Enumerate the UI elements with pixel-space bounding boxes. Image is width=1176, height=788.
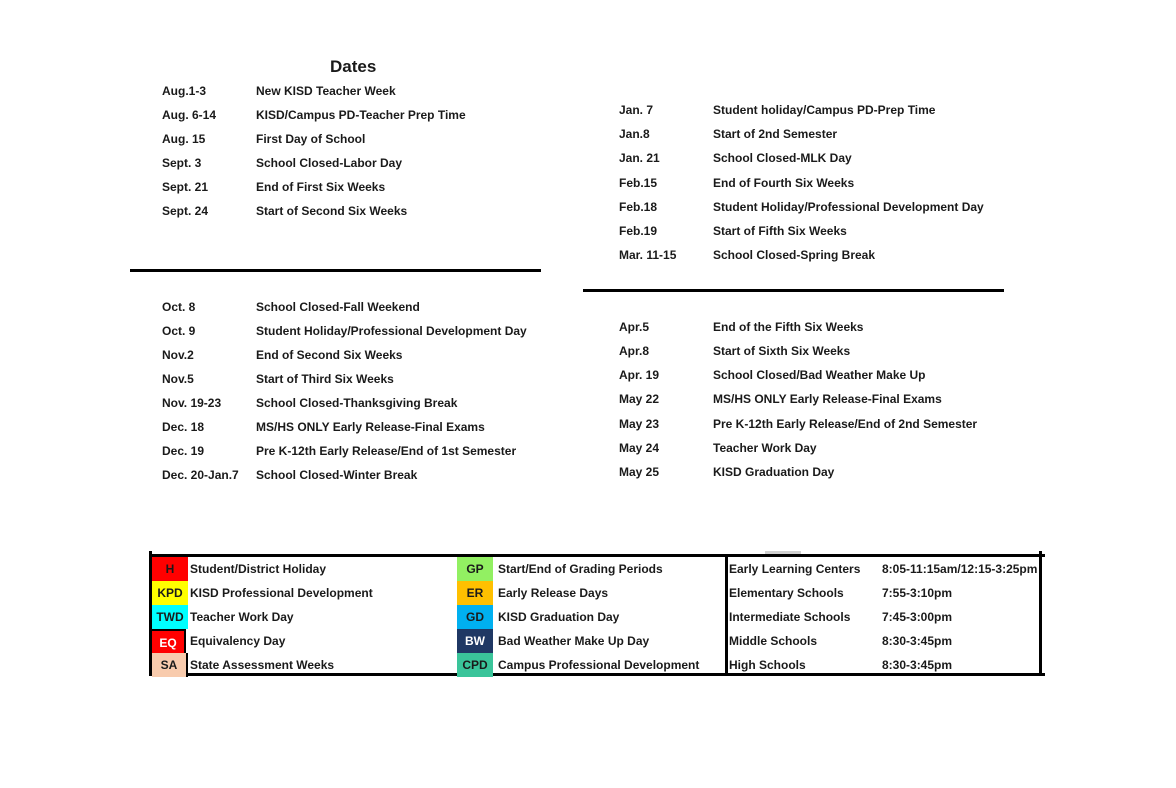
date: Sept. 21 <box>162 180 209 194</box>
event: School Closed-Spring Break <box>713 248 876 262</box>
event: Start of 2nd Semester <box>713 127 838 141</box>
legend-badge-bw: BW <box>457 629 493 653</box>
legend-label: State Assessment Weeks <box>190 658 335 672</box>
event: Pre K-12th Early Release/End of 1st Semester <box>256 444 517 458</box>
event: KISD/Campus PD-Teacher Prep Time <box>256 108 466 122</box>
legend-badge-gp: GP <box>457 557 493 581</box>
legend-border-right <box>1039 551 1042 673</box>
date: May 25 <box>619 465 660 479</box>
event: Student Holiday/Professional Development Day <box>256 324 527 338</box>
legend-table <box>149 554 1045 676</box>
legend-badge-cpd: CPD <box>457 653 493 677</box>
date: Jan. 7 <box>619 103 654 117</box>
event: School Closed/Bad Weather Make Up <box>713 368 926 382</box>
event: End of Fourth Six Weeks <box>713 176 855 190</box>
school-type: Early Learning Centers <box>729 562 861 576</box>
date: Nov.2 <box>162 348 194 362</box>
date: Dec. 20-Jan.7 <box>162 468 239 482</box>
legend-badge-eq: EQ <box>152 629 186 653</box>
legend-badge-kpd: KPD <box>152 581 188 605</box>
school-type: Elementary Schools <box>729 586 844 600</box>
school-hours: 7:45-3:00pm <box>882 610 953 624</box>
date: May 23 <box>619 417 660 431</box>
date: May 22 <box>619 392 660 406</box>
event: School Closed-MLK Day <box>713 151 852 165</box>
date: Mar. 11-15 <box>619 248 677 262</box>
legend-label: KISD Professional Development <box>190 586 373 600</box>
event: Start of Fifth Six Weeks <box>713 224 847 238</box>
event: New KISD Teacher Week <box>256 84 396 98</box>
school-hours: 8:30-3:45pm <box>882 658 953 672</box>
legend-label: Early Release Days <box>498 586 609 600</box>
date: Oct. 8 <box>162 300 196 314</box>
date: Apr. 19 <box>619 368 660 382</box>
legend-label: Start/End of Grading Periods <box>498 562 663 576</box>
date: Aug. 15 <box>162 132 206 146</box>
school-type: Middle Schools <box>729 634 818 648</box>
date: Dec. 19 <box>162 444 205 458</box>
legend-label: KISD Graduation Day <box>498 610 620 624</box>
event: School Closed-Thanksgiving Break <box>256 396 458 410</box>
legend-badge-sa: SA <box>152 653 188 677</box>
event: Teacher Work Day <box>713 441 817 455</box>
event: Student Holiday/Professional Development Day <box>713 200 984 214</box>
school-hours: 8:30-3:45pm <box>882 634 953 648</box>
legend-badge-gd: GD <box>457 605 493 629</box>
school-hours: 7:55-3:10pm <box>882 586 953 600</box>
date: Dec. 18 <box>162 420 205 434</box>
event: End of Second Six Weeks <box>256 348 403 362</box>
divider-left <box>130 269 541 272</box>
page-title: Dates <box>330 57 377 76</box>
legend-badge-h: H <box>152 557 188 581</box>
legend-label: Teacher Work Day <box>190 610 294 624</box>
event: MS/HS ONLY Early Release-Final Exams <box>256 420 485 434</box>
event: Pre K-12th Early Release/End of 2nd Semester <box>713 417 978 431</box>
legend-badge-er: ER <box>457 581 493 605</box>
event: School Closed-Fall Weekend <box>256 300 420 314</box>
date: May 24 <box>619 441 660 455</box>
school-type: Intermediate Schools <box>729 610 851 624</box>
event: Start of Second Six Weeks <box>256 204 408 218</box>
event: End of First Six Weeks <box>256 180 386 194</box>
legend-label: Student/District Holiday <box>190 562 327 576</box>
event: End of the Fifth Six Weeks <box>713 320 864 334</box>
event: Start of Sixth Six Weeks <box>713 344 851 358</box>
event: KISD Graduation Day <box>713 465 835 479</box>
event: Start of Third Six Weeks <box>256 372 394 386</box>
date: Sept. 3 <box>162 156 202 170</box>
legend-label: Bad Weather Make Up Day <box>498 634 650 648</box>
school-hours: 8:05-11:15am/12:15-3:25pm <box>882 562 1038 576</box>
date: Feb.18 <box>619 200 658 214</box>
date: Apr.5 <box>619 320 650 334</box>
date: Nov.5 <box>162 372 194 386</box>
date: Nov. 19-23 <box>162 396 222 410</box>
date: Aug. 6-14 <box>162 108 217 122</box>
date: Apr.8 <box>619 344 650 358</box>
event: School Closed-Labor Day <box>256 156 403 170</box>
event: Student holiday/Campus PD-Prep Time <box>713 103 936 117</box>
date: Feb.19 <box>619 224 658 238</box>
date: Aug.1-3 <box>162 84 207 98</box>
divider-right <box>583 289 1004 292</box>
legend-badge-twd: TWD <box>152 605 188 629</box>
date: Sept. 24 <box>162 204 209 218</box>
date: Jan.8 <box>619 127 650 141</box>
event: First Day of School <box>256 132 366 146</box>
legend-divider <box>725 554 728 676</box>
date: Jan. 21 <box>619 151 660 165</box>
legend-label: Equivalency Day <box>190 634 286 648</box>
date: Oct. 9 <box>162 324 196 338</box>
school-type: High Schools <box>729 658 806 672</box>
date: Feb.15 <box>619 176 658 190</box>
event: MS/HS ONLY Early Release-Final Exams <box>713 392 942 406</box>
event: School Closed-Winter Break <box>256 468 418 482</box>
legend-label: Campus Professional Development <box>498 658 700 672</box>
